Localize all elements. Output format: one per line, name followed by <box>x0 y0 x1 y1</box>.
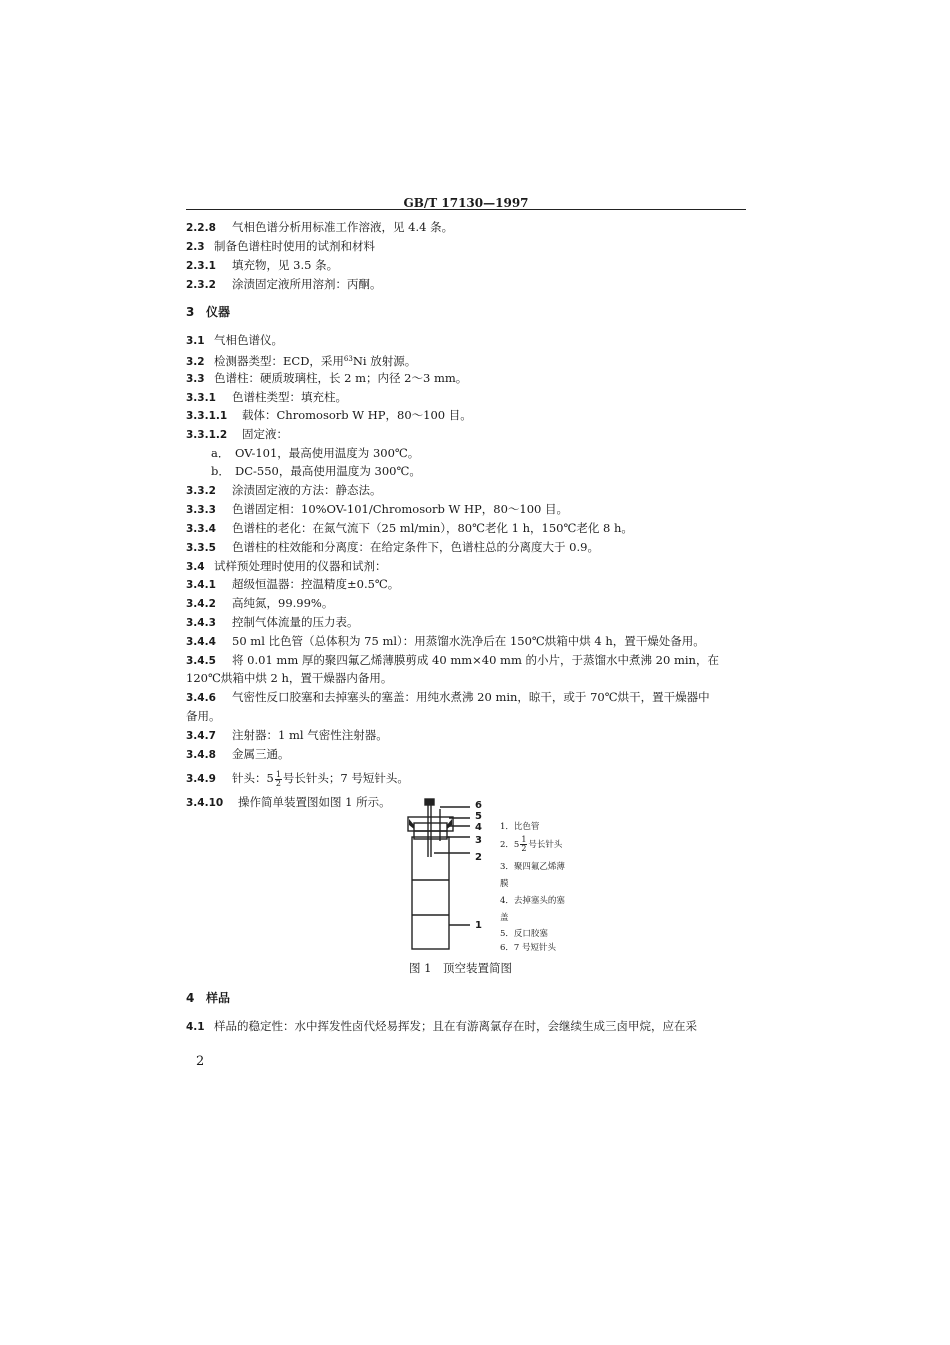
list-item <box>211 463 421 479</box>
clause-text: 针头：5 <box>232 771 274 785</box>
fraction-denominator: 2 <box>275 778 281 788</box>
legend-text: 2．5 <box>500 840 520 850</box>
clause-line <box>186 219 453 236</box>
clause-number: 2.3 <box>186 241 205 253</box>
section-number: 3 <box>186 305 195 319</box>
clause-number: 3.4.4 <box>186 636 216 648</box>
list-marker: b． <box>211 464 230 478</box>
section-number: 4 <box>186 991 195 1005</box>
clause-line <box>186 238 375 255</box>
clause-line-continued <box>186 670 392 686</box>
clause-text: 色谱固定相：10%OV-101/Chromosorb W HP，80～100 目。 <box>232 502 569 516</box>
clause-number: 3.4.3 <box>186 617 216 629</box>
clause-line <box>186 614 359 631</box>
section-heading <box>186 990 230 1006</box>
clause-line <box>186 770 409 788</box>
clause-number: 3.2 <box>186 356 205 368</box>
standard-header: GB/T 17130—1997 <box>403 196 529 210</box>
figure-caption: 图 1 顶空装置简图 <box>409 961 512 975</box>
clause-text: 120℃烘箱中烘 2 h，置干燥器内备用。 <box>186 671 393 685</box>
clause-number: 3.3.3 <box>186 504 216 516</box>
clause-number: 3.3.1 <box>186 392 216 404</box>
clause-number: 3.4.5 <box>186 655 216 667</box>
clause-number: 3.3.1.2 <box>186 429 228 441</box>
clause-number: 3.4.7 <box>186 730 216 742</box>
clause-text: 填充物，见 3.5 条。 <box>232 258 339 272</box>
clause-number: 3.4.6 <box>186 692 216 704</box>
header-rule <box>186 209 746 210</box>
clause-number: 3.3.5 <box>186 542 216 554</box>
clause-line-continued <box>186 708 221 724</box>
clause-line <box>186 576 399 593</box>
legend-item: 1．比色管 <box>500 822 540 832</box>
clause-text: 金属三通。 <box>232 747 290 761</box>
section-title: 仪器 <box>206 305 231 319</box>
legend-item: 3．聚四氟乙烯薄 <box>500 862 565 872</box>
fraction <box>275 771 282 788</box>
legend-item: 4．去掉塞头的塞 <box>500 896 565 906</box>
clause-line <box>186 633 705 650</box>
legend-item: 盖 <box>500 913 509 923</box>
clause-text: 涂渍固定液的方法：静态法。 <box>232 483 382 497</box>
clause-number: 2.3.2 <box>186 279 216 291</box>
headspace-apparatus-diagram <box>400 795 480 955</box>
clause-text: Ni 放射源。 <box>352 354 417 368</box>
clause-line <box>186 370 467 387</box>
clause-line <box>186 351 416 370</box>
clause-number: 3.4.2 <box>186 598 216 610</box>
clause-line <box>186 1018 697 1035</box>
superscript: 63 <box>343 355 353 363</box>
section-heading <box>186 304 230 320</box>
list-text: OV-101，最高使用温度为 300℃。 <box>235 446 420 460</box>
section-title: 样品 <box>206 991 231 1005</box>
clause-text: 气相色谱分析用标准工作溶液，见 4.4 条。 <box>232 220 454 234</box>
clause-line <box>186 727 388 744</box>
clause-text: 载体：Chromosorb W HP，80～100 目。 <box>242 408 472 422</box>
fraction-denominator: 2 <box>521 844 527 853</box>
clause-number: 3.4.9 <box>186 773 216 785</box>
clause-number: 3.4.1 <box>186 579 216 591</box>
clause-text: 样品的稳定性：水中挥发性卤代烃易挥发；且在有游离氯存在时，会继续生成三卤甲烷，应在采 <box>214 1019 697 1033</box>
clause-line <box>186 257 338 274</box>
legend-item: 6．7 号短针头 <box>500 943 557 953</box>
clause-number: 2.2.8 <box>186 222 216 234</box>
clause-text: 色谱柱类型：填充柱。 <box>232 390 347 404</box>
clause-number: 3.3.2 <box>186 485 216 497</box>
figure-label: 5 <box>475 811 482 822</box>
clause-number: 2.3.1 <box>186 260 216 272</box>
legend-text: 号长针头 <box>528 840 563 850</box>
clause-text: 固定液： <box>242 427 288 441</box>
clause-line <box>186 652 719 669</box>
clause-line <box>186 746 290 763</box>
clause-line <box>186 794 391 811</box>
clause-line <box>186 539 599 556</box>
clause-text: 色谱柱：硬质玻璃柱，长 2 m；内径 2～3 mm。 <box>214 371 468 385</box>
legend-item <box>500 836 562 853</box>
clause-number: 3.3 <box>186 373 205 385</box>
clause-line <box>186 426 288 443</box>
clause-text: 高纯氮，99.99%。 <box>232 596 334 610</box>
clause-number: 3.4 <box>186 561 205 573</box>
clause-text: 涂渍固定液所用溶剂：丙酮。 <box>232 277 382 291</box>
legend-item: 5．反口胶塞 <box>500 929 548 939</box>
figure-label: 3 <box>475 835 482 846</box>
clause-text: 气相色谱仪。 <box>214 333 283 347</box>
figure-label: 2 <box>475 852 482 863</box>
clause-number: 3.3.4 <box>186 523 216 535</box>
clause-text: 注射器：1 ml 气密性注射器。 <box>232 728 388 742</box>
clause-number: 3.4.10 <box>186 797 224 809</box>
fraction-numerator: 1 <box>521 835 527 844</box>
figure-label: 6 <box>475 800 482 811</box>
clause-text: 将 0.01 mm 厚的聚四氟乙烯薄膜剪成 40 mm×40 mm 的小片，于蒸馏水中煮沸 20 min，在 <box>232 653 719 667</box>
clause-line <box>186 407 472 424</box>
list-text: DC-550，最高使用温度为 300℃。 <box>235 464 421 478</box>
clause-text: 色谱柱的老化：在氮气流下（25 ml/min），80℃老化 1 h，150℃老化 8 h。 <box>232 521 633 535</box>
fraction <box>520 836 527 853</box>
clause-line <box>186 332 283 349</box>
clause-text: 50 ml 比色管（总体积为 75 ml）：用蒸馏水洗净后在 150℃烘箱中烘 4 h，置干燥处备用。 <box>232 634 705 648</box>
fraction-numerator: 1 <box>275 769 281 779</box>
clause-text: 号长针头；7 号短针头。 <box>282 771 409 785</box>
clause-line <box>186 558 387 575</box>
clause-line <box>186 482 382 499</box>
figure-label: 1 <box>475 920 482 931</box>
clause-text: 备用。 <box>186 709 221 723</box>
clause-line <box>186 689 710 706</box>
clause-text: 制备色谱柱时使用的试剂和材料 <box>214 239 375 253</box>
clause-text: 操作简单装置图如图 1 所示。 <box>238 795 391 809</box>
clause-number: 3.4.8 <box>186 749 216 761</box>
clause-number: 4.1 <box>186 1021 205 1033</box>
list-marker: a． <box>211 446 230 460</box>
page-number: 2 <box>196 1054 205 1069</box>
clause-text: 色谱柱的柱效能和分离度：在给定条件下，色谱柱总的分离度大于 0.9。 <box>232 540 599 554</box>
clause-line <box>186 389 347 406</box>
clause-line <box>186 501 568 518</box>
clause-number: 3.1 <box>186 335 205 347</box>
clause-text: 超级恒温器：控温精度±0.5℃。 <box>232 577 400 591</box>
clause-line <box>186 520 633 537</box>
clause-number: 3.3.1.1 <box>186 410 228 422</box>
clause-text: 试样预处理时使用的仪器和试剂： <box>214 559 387 573</box>
legend-item: 膜 <box>500 879 509 889</box>
list-item <box>211 445 419 461</box>
clause-text: 气密性反口胶塞和去掉塞头的塞盖：用纯水煮沸 20 min，晾干，或于 70℃烘干，置干燥器中 <box>232 690 710 704</box>
clause-line <box>186 276 382 293</box>
clause-line <box>186 595 333 612</box>
clause-text: 控制气体流量的压力表。 <box>232 615 359 629</box>
figure-label: 4 <box>475 822 482 833</box>
clause-text: 检测器类型：ECD，采用 <box>214 354 344 368</box>
